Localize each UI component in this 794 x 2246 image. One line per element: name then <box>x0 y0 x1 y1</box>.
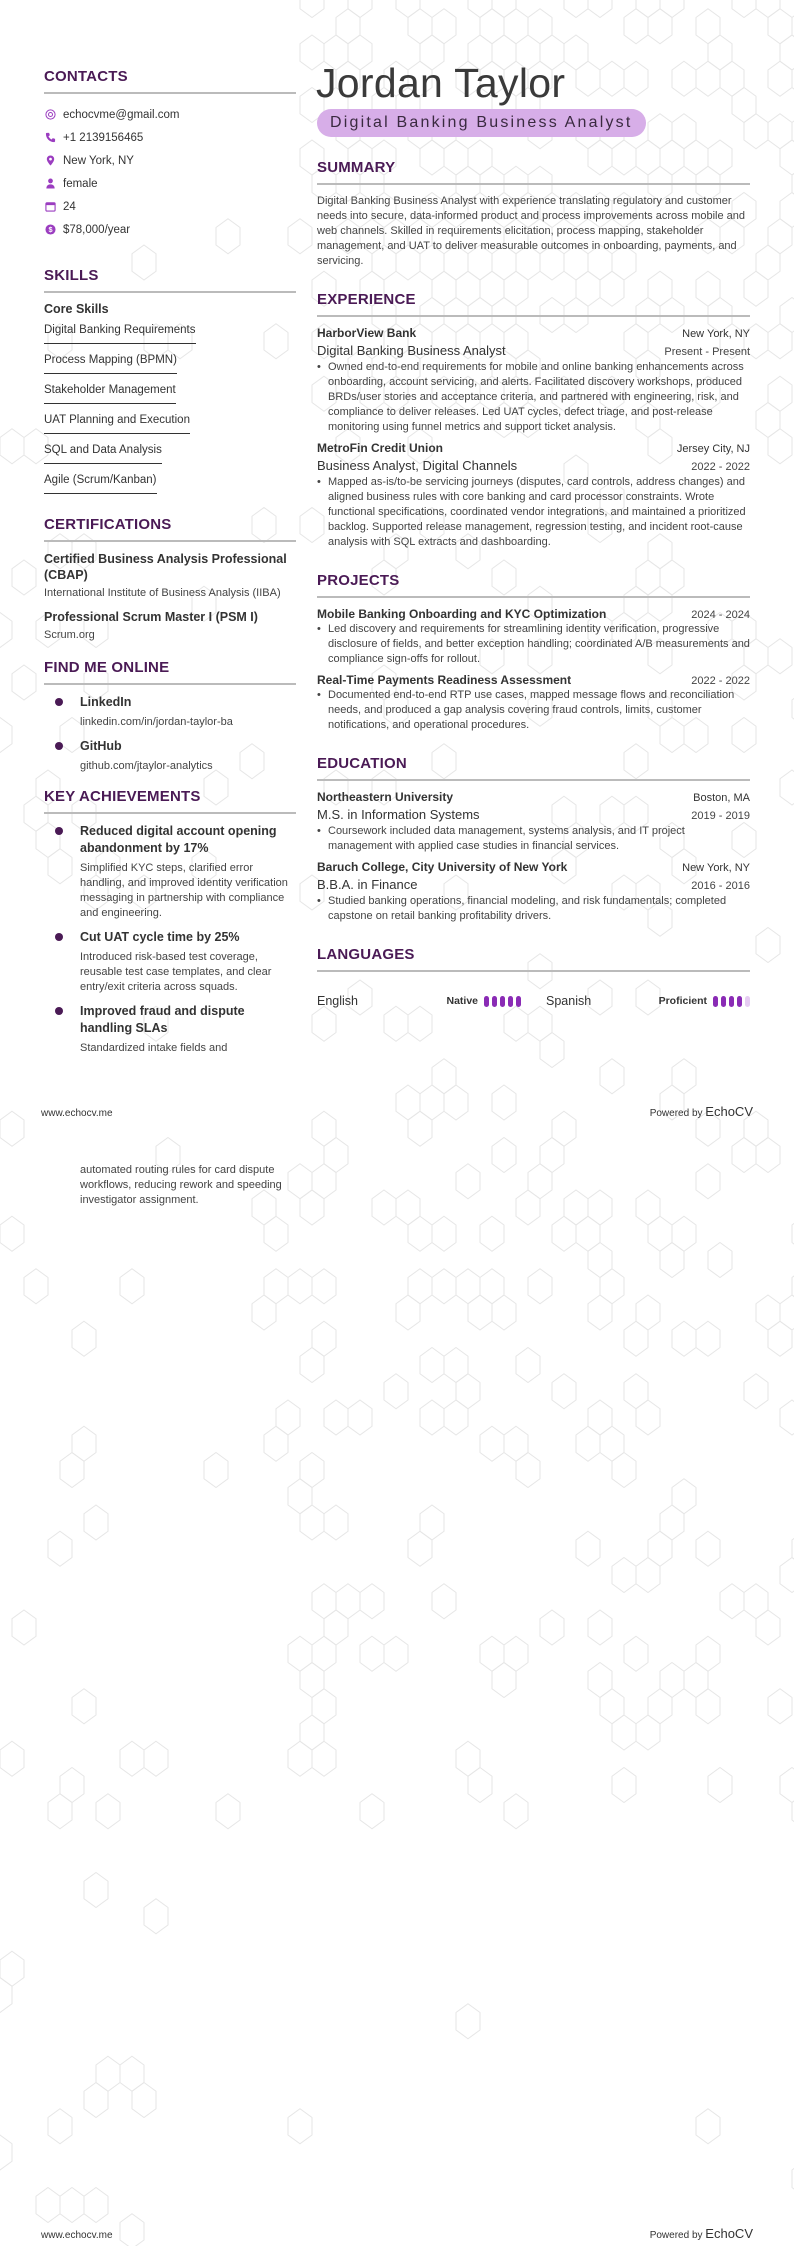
skill-item: SQL and Data Analysis <box>44 444 162 464</box>
rating-pip-filled <box>500 996 505 1007</box>
divider <box>317 315 750 317</box>
page-footer-2 <box>41 2226 753 2241</box>
divider <box>44 92 296 94</box>
languages-section <box>317 946 750 1008</box>
summary-title: SUMMARY <box>317 159 396 176</box>
languages-title: LANGUAGES <box>317 946 415 963</box>
education-dates: 2016 - 2016 <box>691 880 750 892</box>
certification-org: Scrum.org <box>44 629 95 641</box>
skills-group-title: Core Skills <box>44 302 109 316</box>
rating-pip-filled <box>713 996 718 1007</box>
projects-section <box>317 572 750 733</box>
footer-powered-by: Powered by EchoCV <box>649 2226 753 2241</box>
achievement-title: Reduced digital account opening abandonment by 17% <box>80 824 277 855</box>
svg-text:$: $ <box>47 225 53 235</box>
role-badge: Digital Banking Business Analyst <box>317 109 646 137</box>
experience-entry <box>317 326 750 435</box>
online-url[interactable]: github.com/jtaylor-analytics <box>80 760 213 772</box>
experience-entry <box>317 441 750 550</box>
school-location: Boston, MA <box>693 792 750 804</box>
contact-salary-value: $78,000/year <box>63 223 131 236</box>
bullet-dot-icon <box>55 827 63 835</box>
project-dates: 2024 - 2024 <box>691 609 750 621</box>
job-title: Digital Banking Business Analyst <box>317 343 506 358</box>
degree: B.B.A. in Finance <box>317 877 418 892</box>
skills-title: SKILLS <box>44 267 99 284</box>
school-location: New York, NY <box>682 862 750 874</box>
education-dates: 2019 - 2019 <box>691 810 750 822</box>
job-description: • Mapped as-is/to-be servicing journeys (disputes, card controls, address changes) and aligned business rules with core banking and card processor constraints. Wrote functional specifications, coordinated vendor integrations, and maintained a prioritized backlog. Supported release management, regression testing, and incident root-cause analysis with SQL extracts and dashboarding. <box>317 475 750 550</box>
project-name: Mobile Banking Onboarding and KYC Optimization <box>317 607 607 621</box>
online-title: FIND ME ONLINE <box>44 659 170 676</box>
contact-gender <box>44 172 296 195</box>
achievements-section <box>44 788 296 1056</box>
contacts-title: CONTACTS <box>44 68 128 85</box>
project-description: • Led discovery and requirements for streamlining identity verification, progressive disclosure of fields, and better exception handling; coordinated A/B measurements and compliance sign-offs for rollout. <box>317 622 750 667</box>
job-location: Jersey City, NJ <box>676 443 750 455</box>
left-column <box>44 68 296 1064</box>
skill-item: Digital Banking Requirements <box>44 324 196 344</box>
divider <box>44 291 296 293</box>
bullet-dot-icon <box>55 933 63 941</box>
contact-gender-value: female <box>63 177 98 190</box>
online-url[interactable]: linkedin.com/in/jordan-taylor-ba <box>80 716 233 728</box>
language-name: Spanish <box>546 994 592 1008</box>
job-dates: Present - Present <box>664 346 750 358</box>
languages-row <box>317 994 750 1008</box>
certification-item <box>44 609 296 643</box>
achievement-desc: Introduced risk-based test coverage, reusable test case templates, and clear entry/exit criteria across squads. <box>80 951 272 993</box>
certifications-title: CERTIFICATIONS <box>44 516 172 533</box>
certification-name: Certified Business Analysis Professional (CBAP) <box>44 552 287 582</box>
language-level: Proficient <box>658 995 707 1007</box>
dollar-coin-icon <box>44 224 56 236</box>
online-link-github[interactable] <box>44 738 296 774</box>
employer: MetroFin Credit Union <box>317 441 443 455</box>
contacts-section <box>44 68 296 241</box>
rating-pip-filled <box>737 996 742 1007</box>
contact-phone[interactable] <box>44 126 296 149</box>
location-pin-icon <box>44 155 56 167</box>
project-dates: 2022 - 2022 <box>691 675 750 687</box>
language-rating <box>484 996 521 1007</box>
contact-salary <box>44 218 296 241</box>
footer-site-link[interactable]: www.echocv.me <box>41 1108 113 1119</box>
job-location: New York, NY <box>682 328 750 340</box>
divider <box>44 540 296 542</box>
skill-item: Agile (Scrum/Kanban) <box>44 474 157 494</box>
skill-item: Stakeholder Management <box>44 384 176 404</box>
phone-icon <box>44 132 56 144</box>
right-column <box>317 60 750 1008</box>
rating-pip-filled <box>516 996 521 1007</box>
project-name: Real-Time Payments Readiness Assessment <box>317 673 572 687</box>
bullet-dot-icon <box>55 742 63 750</box>
person-icon <box>44 178 56 190</box>
contact-phone-value: +1 2139156465 <box>63 131 144 144</box>
job-dates: 2022 - 2022 <box>691 461 750 473</box>
summary-text: Digital Banking Business Analyst with experience translating regulatory and customer needs into secure, data-informed product and process improvements across mobile and web channels. Skilled in requirements elicitation, process mapping, stakeholder management, and UAT to deliver measurable outcomes in onboarding, payments, and servicing. <box>317 195 746 267</box>
summary-section <box>317 159 750 269</box>
language-name: English <box>317 994 358 1008</box>
divider <box>44 683 296 685</box>
candidate-name: Jordan Taylor <box>316 60 566 106</box>
divider <box>317 970 750 972</box>
footer-powered-by: Powered by EchoCV <box>649 1104 753 1119</box>
language-item <box>317 994 521 1008</box>
footer-brand: EchoCV <box>705 1104 753 1119</box>
education-section <box>317 755 750 924</box>
rating-pip-filled <box>721 996 726 1007</box>
online-label: LinkedIn <box>80 695 132 709</box>
resume-page-2 <box>0 1123 794 2246</box>
achievements-title: KEY ACHIEVEMENTS <box>44 788 201 805</box>
school-name: Baruch College, City University of New York <box>317 860 568 874</box>
language-item <box>546 994 750 1008</box>
achievement-desc: Simplified KYC steps, clarified error handling, and improved identity verification messaging in partnership with compliance and engineering. <box>80 862 288 919</box>
rating-pip-filled <box>492 996 497 1007</box>
project-entry <box>317 673 750 733</box>
rating-pip-filled <box>729 996 734 1007</box>
contact-location-value: New York, NY <box>63 154 134 167</box>
experience-title: EXPERIENCE <box>317 291 416 308</box>
contact-email-value: echocvme@gmail.com <box>63 108 180 121</box>
degree: M.S. in Information Systems <box>317 807 480 822</box>
divider <box>317 183 750 185</box>
certification-org: International Institute of Business Analysis (IIBA) <box>44 587 281 599</box>
achievement-item <box>44 929 296 995</box>
experience-section <box>317 291 750 550</box>
footer-site-link[interactable]: www.echocv.me <box>41 2230 113 2241</box>
bullet-dot-icon <box>55 698 63 706</box>
education-description: • Coursework included data management, systems analysis, and IT project management with applied case studies in financial services. <box>317 824 750 854</box>
achievement-item <box>44 1003 296 1056</box>
contact-age <box>44 195 296 218</box>
achievement-item <box>44 823 296 921</box>
achievement-title: Cut UAT cycle time by 25% <box>80 930 240 944</box>
school-name: Northeastern University <box>317 790 454 804</box>
divider <box>317 779 750 781</box>
page-footer-1 <box>41 1104 753 1119</box>
achievement-desc: Standardized intake fields and <box>80 1042 228 1054</box>
skill-item: Process Mapping (BPMN) <box>44 354 177 374</box>
education-description: • Studied banking operations, financial modeling, and risk fundamentals; completed capstone on retail banking profitability drivers. <box>317 894 750 924</box>
online-section <box>44 659 296 774</box>
calendar-icon <box>44 201 56 213</box>
contact-email[interactable] <box>44 103 296 126</box>
certification-item <box>44 551 296 601</box>
online-link-linkedin[interactable] <box>44 694 296 730</box>
rating-pip-empty <box>745 996 750 1007</box>
certification-name: Professional Scrum Master I (PSM I) <box>44 610 258 624</box>
achievement-desc-continued: automated routing rules for card dispute workflows, reducing rework and speeding investigator assignment. <box>80 1164 282 1206</box>
project-description: • Documented end-to-end RTP use cases, mapped message flows and reconciliation needs, and produced a gap analysis covering fraud controls, limits, customer notifications, and operational procedures. <box>317 688 750 733</box>
rating-pip-filled <box>508 996 513 1007</box>
project-entry <box>317 607 750 667</box>
job-title: Business Analyst, Digital Channels <box>317 458 518 473</box>
language-rating <box>713 996 750 1007</box>
contact-age-value: 24 <box>63 200 76 213</box>
employer: HarborView Bank <box>317 326 417 340</box>
education-entry <box>317 790 750 854</box>
projects-title: PROJECTS <box>317 572 400 589</box>
bullet-dot-icon <box>55 1007 63 1015</box>
language-level: Native <box>446 995 478 1007</box>
footer-brand: EchoCV <box>705 2226 753 2241</box>
contact-location <box>44 149 296 172</box>
at-sign-icon <box>44 109 56 121</box>
certifications-section <box>44 516 296 643</box>
skill-item: UAT Planning and Execution <box>44 414 190 434</box>
divider <box>317 596 750 598</box>
achievement-title: Improved fraud and dispute handling SLAs <box>80 1004 245 1035</box>
rating-pip-filled <box>484 996 489 1007</box>
education-title: EDUCATION <box>317 755 407 772</box>
job-description: • Owned end-to-end requirements for mobile and online banking enhancements across onboarding, account servicing, and alerts. Facilitated discovery workshops, produced BRDs/user stories and acceptance criteria, and partnered with engineering, risk, and compliance to deliver releases. Led UAT cycles, defect triage, and post-release monitoring using funnel metrics and support ticket analysis. <box>317 360 750 435</box>
education-entry <box>317 860 750 924</box>
skills-section <box>44 267 296 500</box>
divider <box>44 812 296 814</box>
online-label: GitHub <box>80 739 122 753</box>
